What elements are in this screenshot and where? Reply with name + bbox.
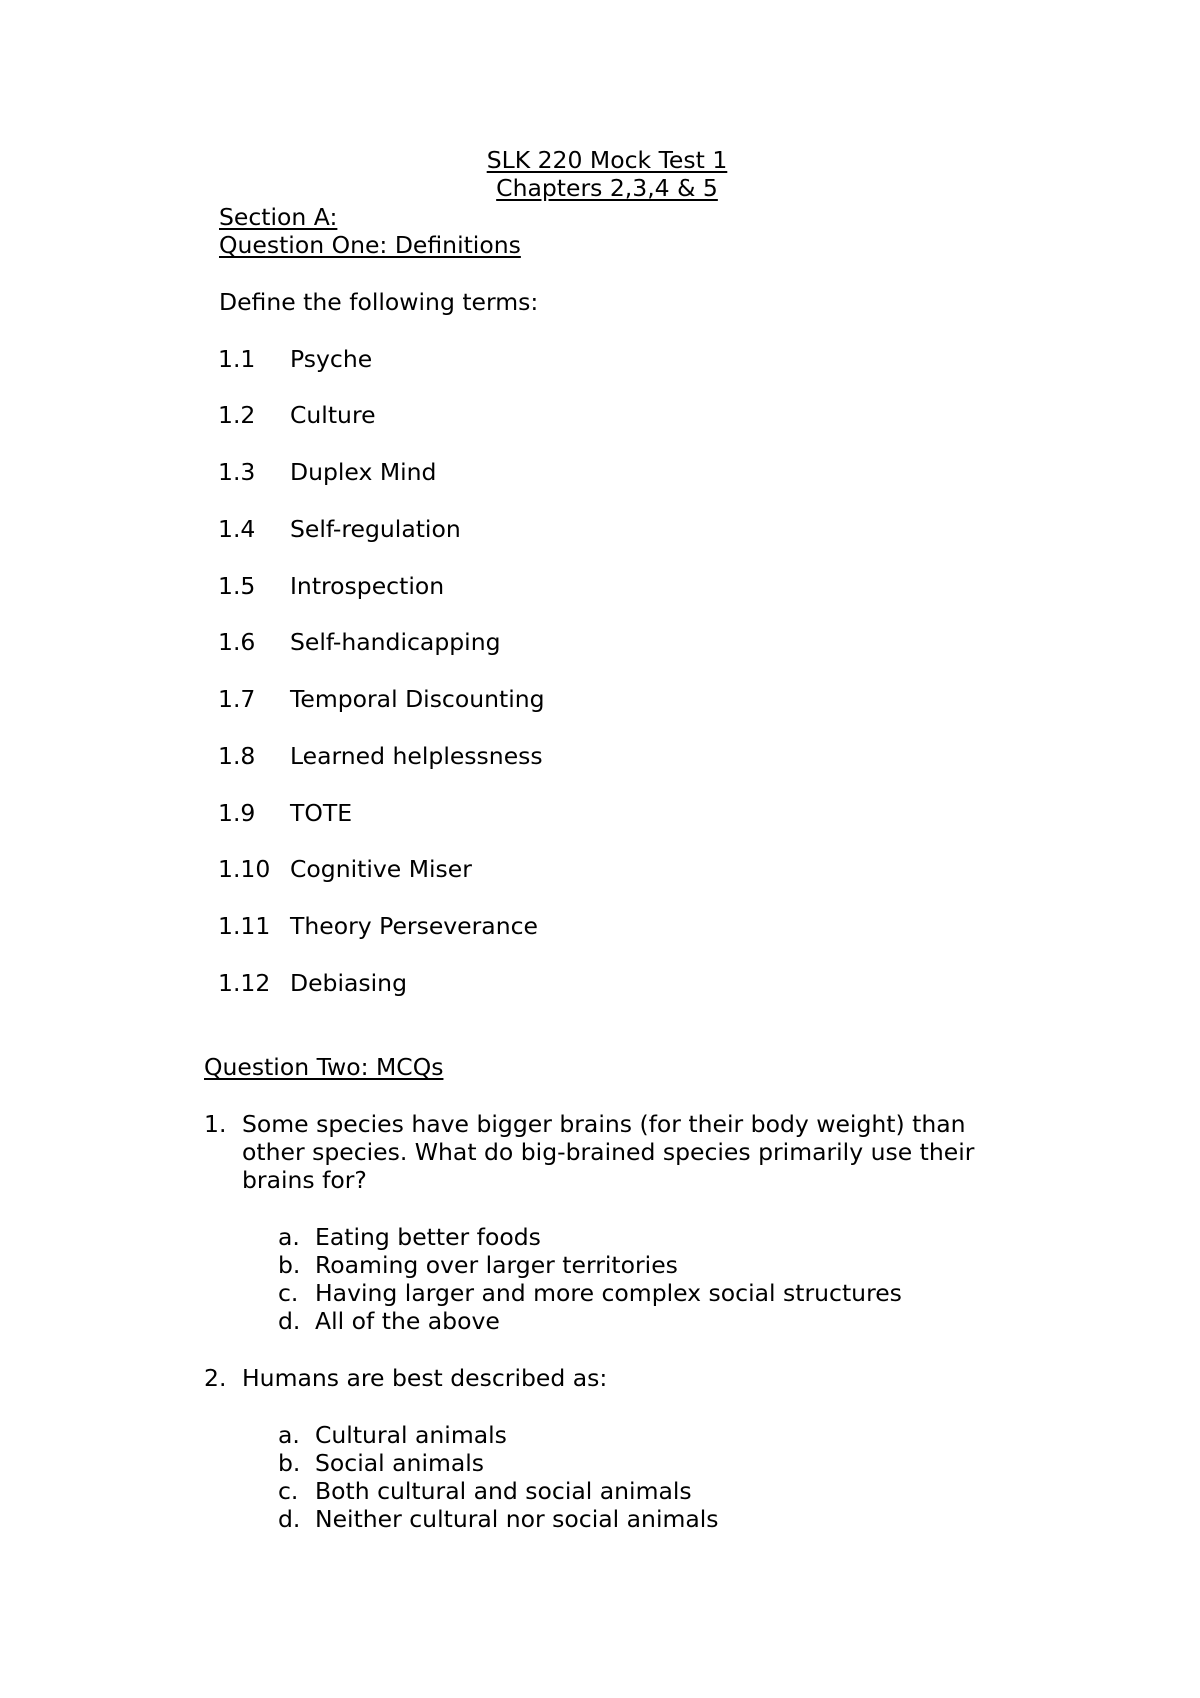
definition-term: Cognitive Miser [290,855,472,883]
option-letter: c. [278,1279,299,1307]
option-text: Both cultural and social animals [315,1477,692,1505]
option-letter: c. [278,1477,299,1505]
definition-number: 1.9 [218,799,256,827]
document-title: SLK 220 Mock Test 1 [486,146,728,174]
question-one-heading: Question One: Definitions [219,231,521,259]
question-one-instruction: Define the following terms: [219,288,539,316]
definition-item [218,912,538,940]
mcq-option [278,1279,902,1307]
mcq-question-text: Some species have bigger brains (for their body weight) than other species. What do big-brained species primarily use their brains for? [242,1110,975,1194]
definition-term: Learned helplessness [290,742,543,770]
definition-term: Theory Perseverance [290,912,538,940]
option-text: Roaming over larger territories [315,1251,678,1279]
document-title-line [0,146,1200,174]
definition-number: 1.2 [218,401,256,429]
document-subtitle: Chapters 2,3,4 & 5 [496,174,718,202]
mcq-number: 1. [204,1110,227,1138]
mcq-question-text: Humans are best described as: [242,1364,608,1392]
definition-term: TOTE [290,799,353,827]
definition-item [218,515,461,543]
question-two-heading: Question Two: MCQs [204,1053,444,1081]
option-text: Cultural animals [315,1421,507,1449]
option-text: Eating better foods [315,1223,541,1251]
definition-number: 1.7 [218,685,256,713]
definition-number: 1.1 [218,345,256,373]
option-letter: a. [278,1421,300,1449]
definition-number: 1.4 [218,515,256,543]
mcq-option [278,1505,719,1533]
mcq-option [278,1421,507,1449]
option-letter: a. [278,1223,300,1251]
definition-number: 1.11 [218,912,271,940]
definition-item [218,799,352,827]
option-text: Social animals [315,1449,485,1477]
definition-term: Self-regulation [290,515,461,543]
definition-item [218,401,376,429]
definition-term: Temporal Discounting [290,685,545,713]
mcq-option [278,1223,541,1251]
definition-term: Duplex Mind [290,458,437,486]
document-subtitle-line [0,174,1200,202]
definition-number: 1.10 [218,855,271,883]
definition-item [218,572,444,600]
mcq-number: 2. [204,1364,227,1392]
definition-item [218,742,543,770]
definition-item [218,628,501,656]
option-letter: b. [278,1251,301,1279]
definition-item [218,685,545,713]
option-letter: d. [278,1307,301,1335]
option-text: Having larger and more complex social structures [315,1279,902,1307]
definition-number: 1.3 [218,458,256,486]
definition-item [218,345,372,373]
title-block [0,146,1200,202]
mcq-option [278,1251,678,1279]
mcq-option [278,1307,500,1335]
mcq-option [278,1449,484,1477]
option-text: Neither cultural nor social animals [315,1505,719,1533]
definition-term: Psyche [290,345,373,373]
definition-item [218,969,407,997]
mcq-option [278,1477,692,1505]
definition-term: Introspection [290,572,445,600]
option-letter: d. [278,1505,301,1533]
option-text: All of the above [315,1307,500,1335]
option-letter: b. [278,1449,301,1477]
section-a-label: Section A: [219,203,338,231]
definition-number: 1.5 [218,572,256,600]
definition-number: 1.12 [218,969,271,997]
definition-term: Debiasing [290,969,407,997]
definition-term: Culture [290,401,376,429]
definition-number: 1.6 [218,628,256,656]
definition-item [218,855,472,883]
definition-number: 1.8 [218,742,256,770]
definition-item [218,458,436,486]
definition-term: Self-handicapping [290,628,501,656]
